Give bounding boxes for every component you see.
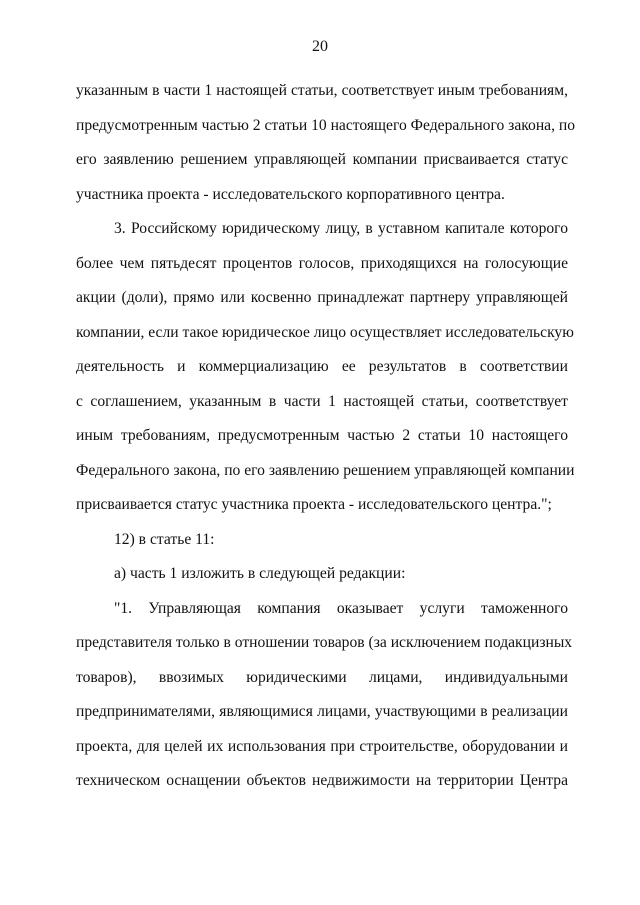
text-line: деятельность и коммерциализацию ее результатов в соответствии <box>76 358 568 375</box>
text-line: присваивается статус участника проекта - исследовательского центра."; <box>76 496 552 513</box>
text-line: "1. Управляющая компания оказывает услуги таможенного <box>114 599 568 617</box>
text-line: более чем пятьдесят процентов голосов, приходящихся на голосующие <box>76 254 568 272</box>
text-line: а) часть 1 изложить в следующей редакции: <box>114 565 406 582</box>
text-line: проекта, для целей их использования при строительстве, оборудовании и <box>76 737 568 755</box>
text-line: предпринимателями, являющимися лицами, участвующими в реализации <box>76 703 568 720</box>
text-line: представителя только в отношении товаров (за исключением подакцизных <box>76 634 573 651</box>
page-number: 20 <box>312 38 328 55</box>
text-line: 12) в статье 11: <box>114 530 215 548</box>
text-line: компании, если такое юридическое лицо осуществляет исследовательскую <box>76 323 574 341</box>
text-line: иным требованиям, предусмотренным частью 2 статьи 10 настоящего <box>76 427 568 444</box>
text-line: 3. Российскому юридическому лицу, в уставном капитале которого <box>114 220 568 237</box>
text-line: акции (доли), прямо или косвенно принадлежат партнеру управляющей <box>76 289 568 306</box>
text-line: с соглашением, указанным в части 1 настоящей статьи, соответствует <box>76 392 568 410</box>
document-body <box>76 74 576 799</box>
text-line: товаров), ввозимых юридическими лицами, индивидуальными <box>76 668 568 686</box>
text-line: его заявлению решением управляющей компании присваивается статус <box>76 151 568 168</box>
text-line: Федерального закона, по его заявлению решением управляющей компании <box>76 461 575 479</box>
text-line: указанным в части 1 настоящей статьи, соответствует иным требованиям, <box>76 82 568 99</box>
text-line: техническом оснащении объектов недвижимости на территории Центра <box>76 772 568 789</box>
text-line: участника проекта - исследовательского корпоративного центра. <box>76 185 505 203</box>
text-line: предусмотренным частью 2 статьи 10 настоящего Федерального закона, по <box>76 116 576 134</box>
